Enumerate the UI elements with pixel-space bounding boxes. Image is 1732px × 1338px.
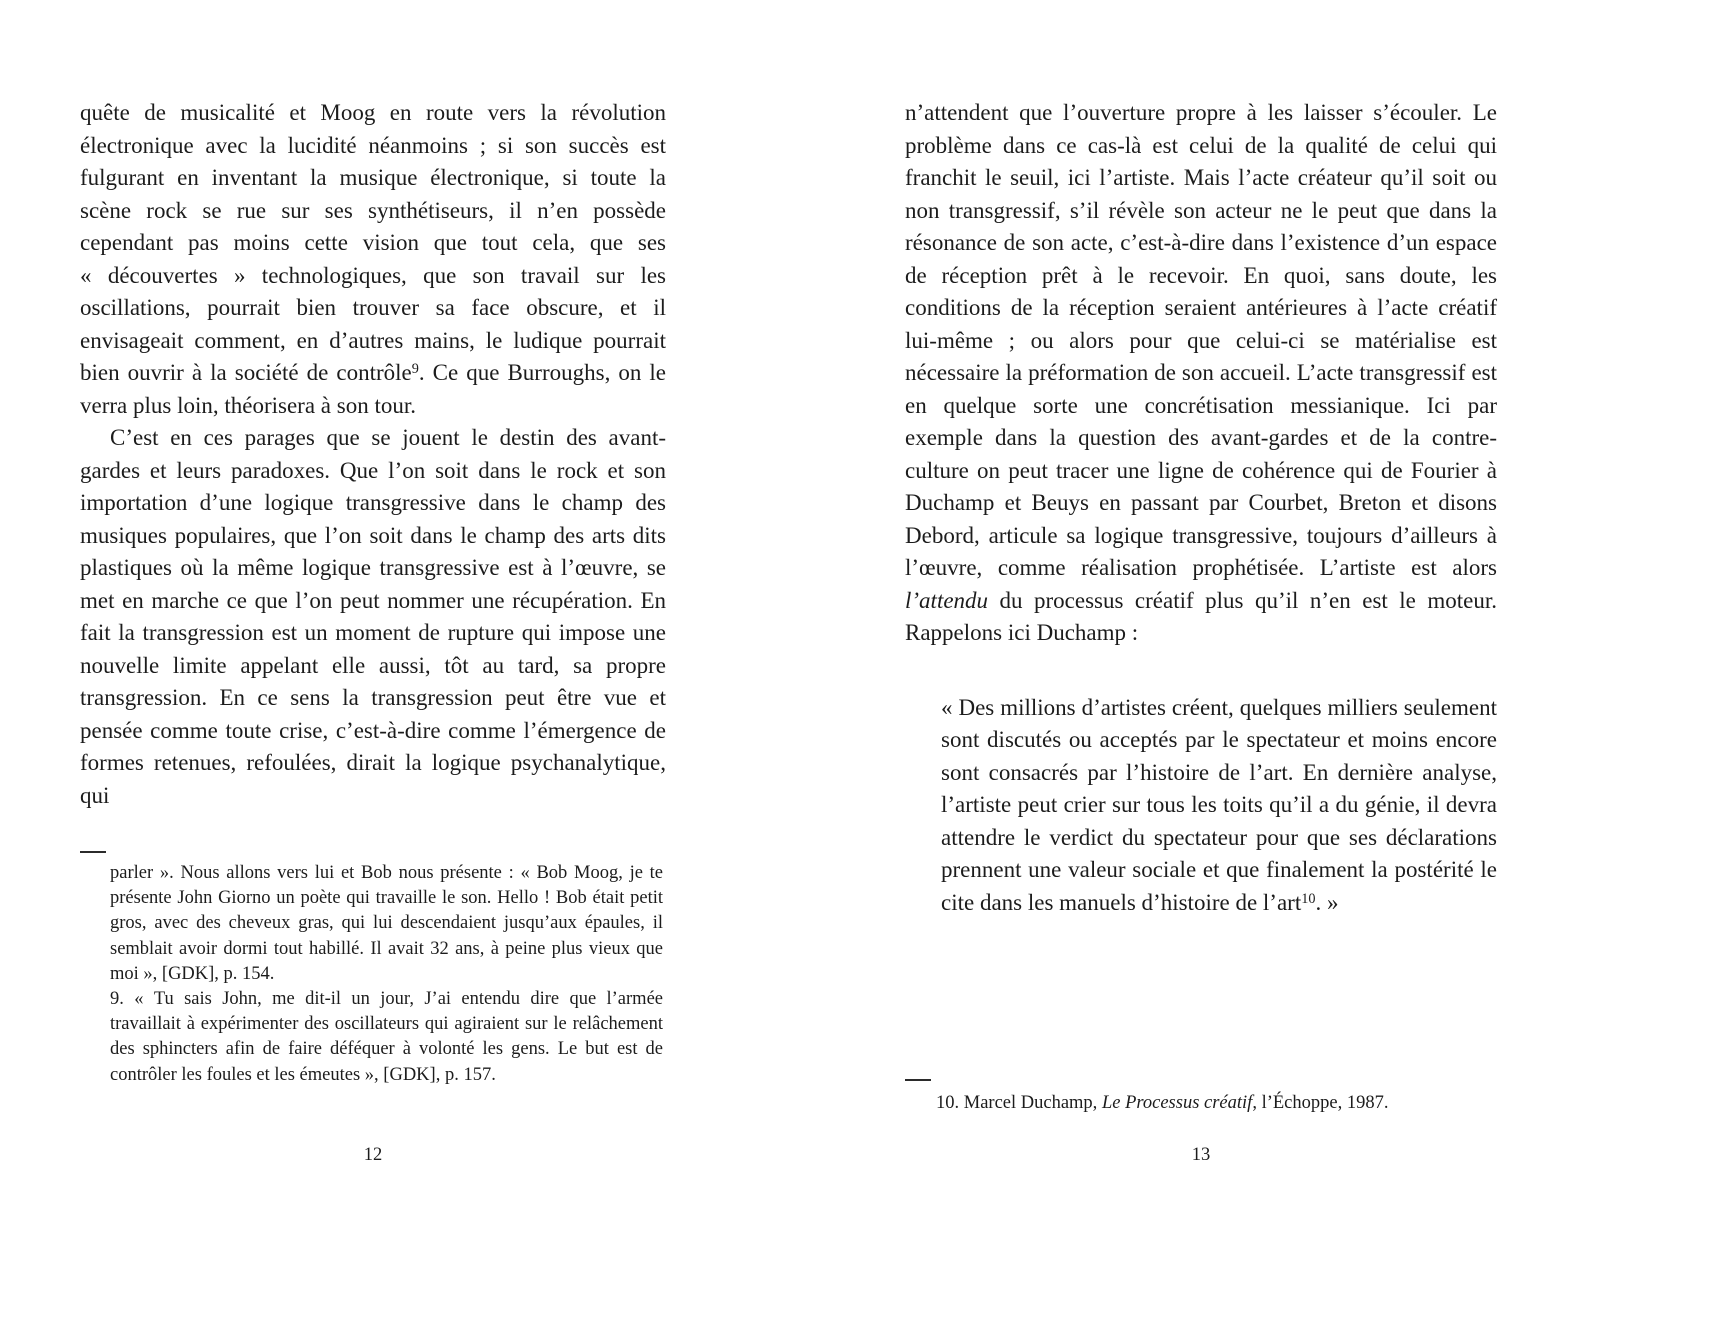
quote-text: . » bbox=[1315, 889, 1339, 915]
page-number-left: 12 bbox=[363, 1145, 383, 1165]
paragraph-1 bbox=[80, 97, 666, 422]
paragraph-text: quête de musicalité et Moog en route vers la révolution électronique avec la lucidité néanmoins ; si son succès est fulgurant en inventant la musique électronique, si toute la scène rock se rue sur ses synthétiseurs, il n’en possède cependant pas moins cette vision que tout cela, que ses « découvertes » technologiques, que son travail sur les oscillations, pourrait bien trouver sa face obscure, et il envisageait comment, en d’autres mains, le ludique pourrait bien ouvrir à la société de contrôle bbox=[80, 100, 666, 385]
italic-term-lattendu: l’attendu bbox=[905, 587, 989, 613]
footnote-marker-9: 9 bbox=[411, 361, 419, 378]
footnote-9: 9. « Tu sais John, me dit-il un jour, J’ai entendu dire que l’armée travaillait à expérimenter des oscillateurs qui agiraient sur le relâchement des sphincters afin de faire déféquer à volonté les gens. Le but est de contrôler les foules et les émeutes », [GDK], p. 157. bbox=[110, 989, 663, 1085]
page-right bbox=[866, 0, 1732, 1338]
footnote-10 bbox=[936, 1091, 1498, 1116]
footnote-text: 10. Marcel Duchamp, bbox=[936, 1093, 1102, 1113]
body-text-right bbox=[905, 97, 1497, 919]
paragraph-text: du processus créatif plus qu’il n’en est le moteur. Rappelons ici Duchamp : bbox=[905, 587, 1497, 645]
body-text-left bbox=[80, 97, 666, 812]
footnote-text: , l’Échoppe, 1987. bbox=[1252, 1093, 1389, 1113]
italic-book-title: Le Processus créatif bbox=[1101, 1093, 1253, 1113]
quote-text: « Des millions d’artistes créent, quelques milliers seulement sont discutés ou acceptés par le spectateur et moins encore sont consacrés par l’histoire de l’art. En dernière analyse, l’artiste peut crier sur tous les toits qu’il a du génie, il devra attendre le verdict du spectateur pour que ses déclarations prennent une valeur sociale et que finalement la postérité le cite dans les manuels d’histoire de l’art bbox=[941, 694, 1497, 915]
footnotes-left bbox=[110, 861, 663, 1088]
footnote-separator-rule bbox=[80, 851, 106, 853]
footnote-separator-rule bbox=[905, 1079, 931, 1081]
paragraph-text: . Ce que Burroughs, on le verra plus loin, théorisera à son tour. bbox=[80, 360, 666, 418]
footnote-marker-10: 10 bbox=[1301, 890, 1316, 907]
paragraph-right bbox=[905, 97, 1497, 650]
footnotes-right bbox=[936, 1091, 1498, 1116]
paragraph-text: n’attendent que l’ouverture propre à les laisser s’écouler. Le problème dans ce cas-là est celui de la qualité de celui qui franchit le seuil, ici l’artiste. Mais l’acte créateur qu’il soit ou non transgressif, s’il révèle son acteur ne le peut que dans la résonance de son acte, c’est-à-dire dans l’existence d’un espace de réception prêt à le recevoir. En quoi, sans doute, les conditions de la réception seraient antérieures à l’acte créatif lui-même ; ou alors pour que celui-ci se matérialise est nécessaire la préformation de son accueil. L’acte transgressif est en quelque sorte une concrétisation messianique. Ici par exemple dans la question des avant-gardes et de la contre-culture on peut tracer une ligne de cohérence qui de Fourier à Duchamp et Beuys en passant par Courbet, Breton et disons Debord, articule sa logique transgressive, toujours d’ailleurs à l’œuvre, comme réalisation prophétisée. L’artiste est alors bbox=[905, 100, 1497, 580]
page-number-right: 13 bbox=[1191, 1145, 1211, 1165]
footnote-continuation: parler ». Nous allons vers lui et Bob nous présente : « Bob Moog, je te présente John Giorno un poète qui travaille le son. Hello ! Bob était petit gros, avec des cheveux gras, qui lui descendaient jusqu’aux épaules, il semblait avoir dormi tout habillé. Il avait 32 ans, à peine plus vieux que moi », [GDK], p. 154. bbox=[110, 863, 663, 984]
paragraph-2: C’est en ces parages que se jouent le destin des avant-gardes et leurs paradoxes. Que l’on soit dans le rock et son importation d’une logique transgressive dans le champ des musiques populaires, que l’on soit dans le champ des arts dits plastiques où la même logique transgressive est à l’œuvre, se met en marche ce que l’on peut nommer une récupération. En fait la transgression est un moment de rupture qui impose une nouvelle limite appelant elle aussi, tôt au tard, sa propre transgression. En ce sens la transgression peut être vue et pensée comme toute crise, c’est-à-dire comme l’émergence de formes retenues, refoulées, dirait la logique psychanalytique, qui bbox=[80, 425, 666, 808]
blockquote-duchamp bbox=[941, 692, 1497, 920]
